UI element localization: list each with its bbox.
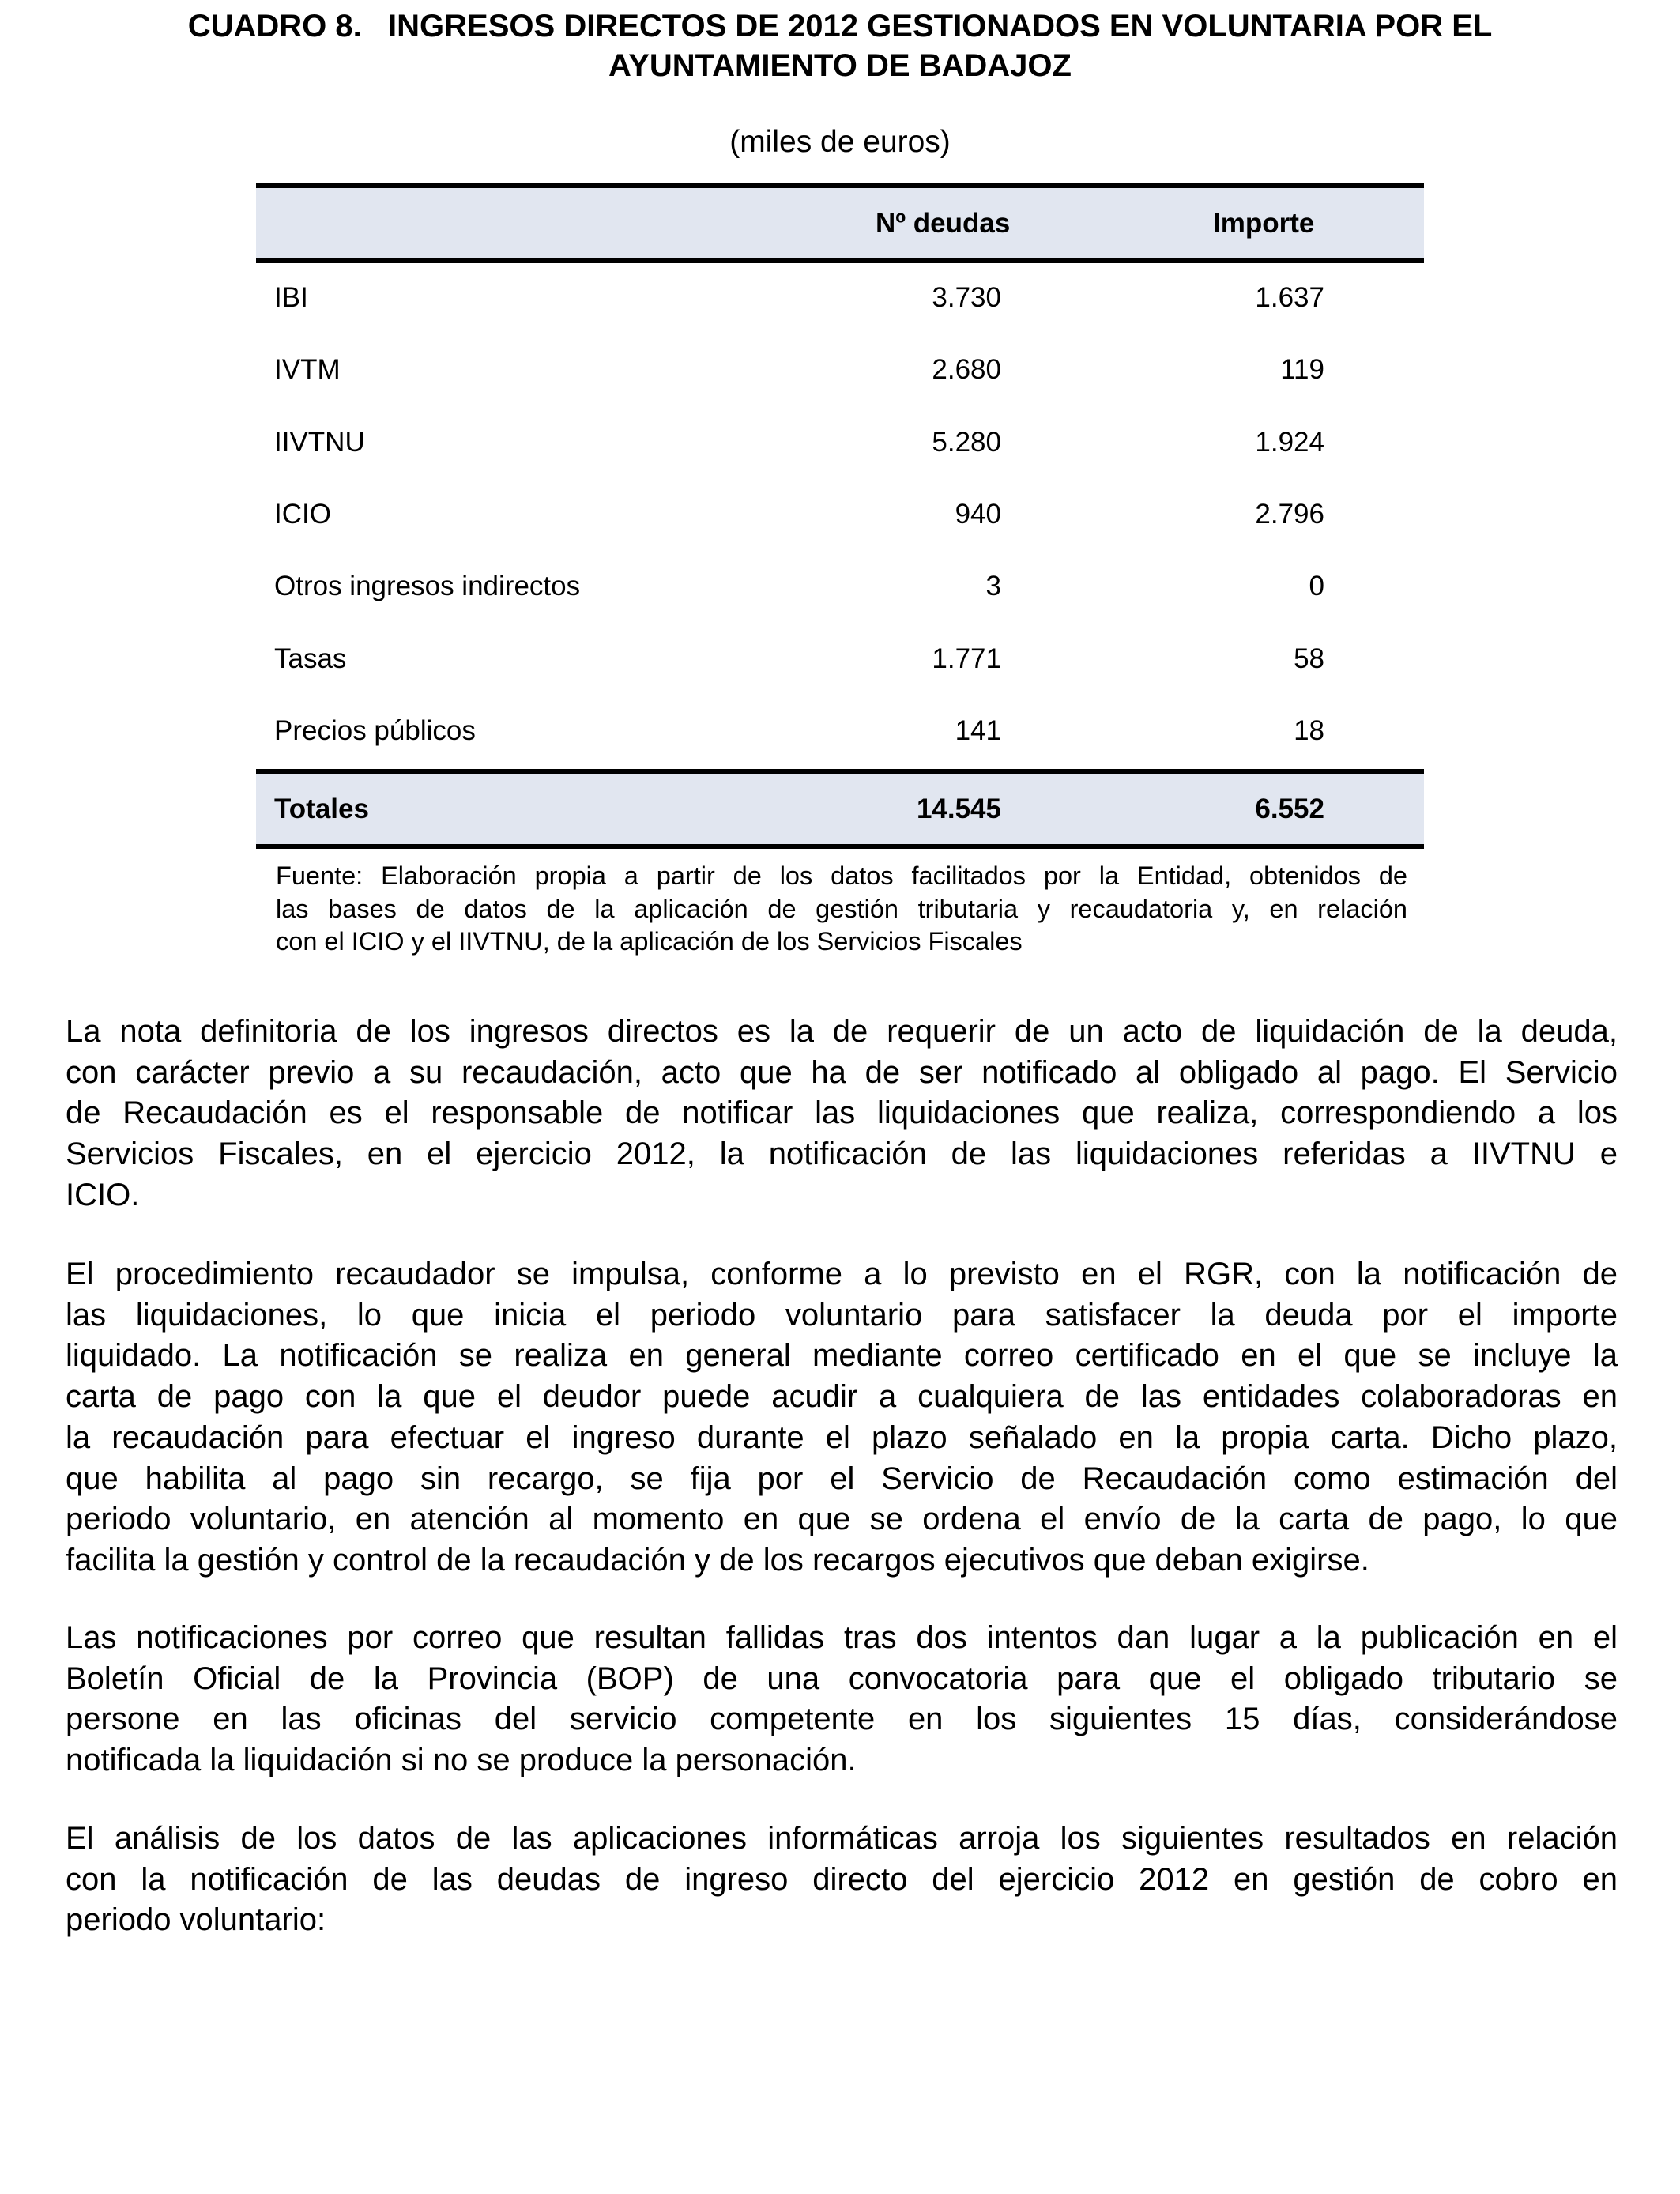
paragraph [66, 1618, 1618, 1781]
totals-deudas: 14.545 [916, 794, 1001, 824]
totals-background [256, 771, 1424, 847]
header-num-deudas: Nº deudas [876, 208, 1011, 239]
table-title-line-2: AYUNTAMIENTO DE BADAJOZ [608, 48, 1072, 83]
table-title-line-1: CUADRO 8. INGRESOS DIRECTOS DE 2012 GESTIONADOS EN VOLUNTARIA POR EL [187, 9, 1493, 43]
totals-top-rule [256, 769, 1424, 774]
paragraph [66, 1819, 1618, 1941]
row-label: IBI [274, 282, 308, 313]
paragraph-line: El análisis de los datos de las aplicaciones informáticas arroja los siguientes resultados en relación [66, 1821, 1618, 1856]
paragraph-line: La nota definitoria de los ingresos directos es la de requerir de un acto de liquidación de la deuda, [66, 1014, 1618, 1049]
paragraph-line: las liquidaciones, lo que inicia el periodo voluntario para satisfacer la deuda por el importe [66, 1297, 1618, 1333]
table-units: (miles de euros) [729, 125, 951, 159]
row-num-deudas: 1.771 [932, 643, 1001, 674]
source-line: Fuente: Elaboración propia a partir de los datos facilitados por la Entidad, obtenidos de [276, 861, 1407, 890]
totals-label: Totales [274, 794, 369, 824]
paragraph-line: de Recaudación es el responsable de notificar las liquidaciones que realiza, correspondiendo a los [66, 1095, 1618, 1131]
row-importe: 18 [1294, 714, 1324, 746]
paragraph-line: periodo voluntario, en atención al momento en que se ordena el envío de la carta de pago, lo que [66, 1502, 1618, 1537]
row-importe: 119 [1280, 354, 1324, 386]
totals-importe: 6.552 [1255, 794, 1324, 824]
table-header-rule [256, 258, 1424, 263]
row-importe: 0 [1309, 571, 1324, 602]
source-line: las bases de datos de la aplicación de gestión tributaria y recaudatoria y, en relación [276, 894, 1407, 923]
paragraph-line: la recaudación para efectuar el ingreso durante el plazo señalado en la propia carta. Dicho plazo, [66, 1419, 1618, 1455]
table-source-note [276, 860, 1407, 959]
source-line: con el ICIO y el IIVTNU, de la aplicación de los Servicios Fiscales [276, 927, 1023, 956]
paragraph-line: notificada la liquidación si no se produce la personación. [66, 1743, 857, 1778]
row-num-deudas: 2.680 [932, 354, 1001, 386]
paragraph-line: facilita la gestión y control de la recaudación y de los recargos ejecutivos que deban exigirse. [66, 1542, 1369, 1578]
row-label: IIVTNU [274, 426, 365, 458]
row-label: Precios públicos [274, 714, 476, 746]
table-top-rule [256, 183, 1424, 188]
table-bottom-rule [256, 844, 1424, 849]
paragraph-line: con la notificación de las deudas de ingreso directo del ejercicio 2012 en gestión de cobro en [66, 1861, 1618, 1897]
paragraph-line: carta de pago con la que el deudor puede acudir a cualquiera de las entidades colaboradoras en [66, 1379, 1618, 1415]
row-importe: 2.796 [1255, 498, 1324, 530]
paragraph-line: con carácter previo a su recaudación, acto que ha de ser notificado al obligado al pago. El Servicio [66, 1054, 1618, 1090]
paragraph-line: liquidado. La notificación se realiza en general mediante correo certificado en el que se incluye la [66, 1338, 1618, 1374]
row-label: ICIO [274, 498, 331, 530]
row-label: Tasas [274, 643, 347, 674]
row-num-deudas: 3 [985, 571, 1001, 602]
row-num-deudas: 3.730 [932, 282, 1001, 313]
paragraph-line: Las notificaciones por correo que resultan fallidas tras dos intentos dan lugar a la publicación en el [66, 1620, 1618, 1655]
paragraph-line: Boletín Oficial de la Provincia (BOP) de una convocatoria para que el obligado tributario se [66, 1661, 1618, 1696]
paragraph-line: que habilita al pago sin recargo, se fija por el Servicio de Recaudación como estimación del [66, 1461, 1618, 1496]
row-label: Otros ingresos indirectos [274, 571, 581, 602]
paragraph-line: ICIO. [66, 1177, 140, 1212]
paragraph-line: persone en las oficinas del servicio competente en los siguientes 15 días, considerándose [66, 1702, 1618, 1737]
row-importe: 58 [1294, 643, 1324, 674]
header-importe: Importe [1213, 208, 1315, 239]
paragraph-line: periodo voluntario: [66, 1902, 326, 1938]
paragraph-line: Servicios Fiscales, en el ejercicio 2012, la notificación de las liquidaciones referidas a IIVTNU e [66, 1137, 1618, 1172]
row-importe: 1.637 [1255, 282, 1324, 313]
paragraph-line: El procedimiento recaudador se impulsa, conforme a lo previsto en el RGR, con la notificación de [66, 1257, 1618, 1291]
paragraph [66, 1254, 1618, 1581]
row-importe: 1.924 [1255, 426, 1324, 458]
row-num-deudas: 141 [955, 714, 1001, 746]
row-num-deudas: 940 [955, 498, 1001, 530]
paragraph [66, 1012, 1618, 1216]
row-num-deudas: 5.280 [932, 426, 1001, 458]
row-label: IVTM [274, 354, 341, 386]
